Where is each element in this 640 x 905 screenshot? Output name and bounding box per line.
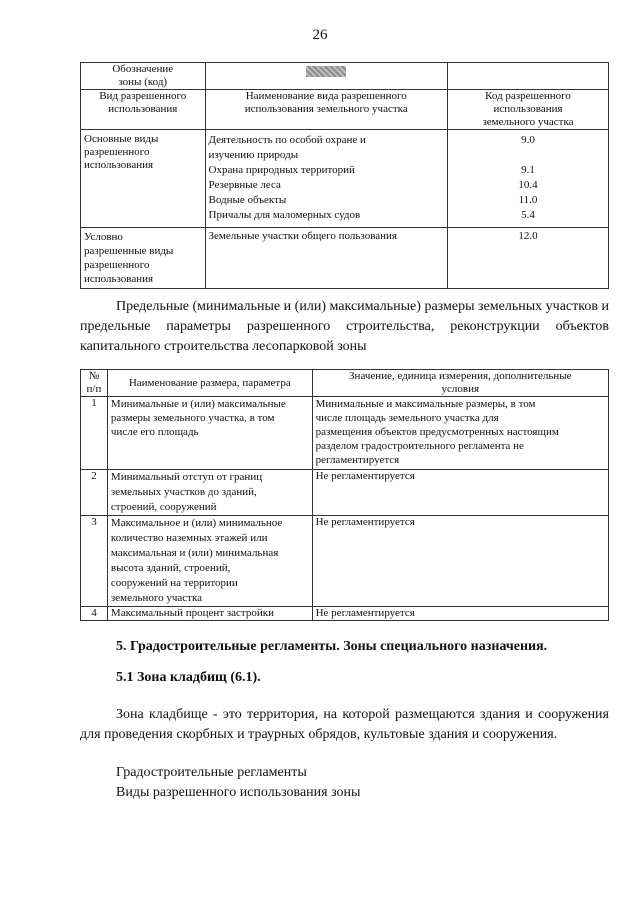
header-line: условия [441,383,480,395]
use-name-line: Причалы для маломерных судов [208,209,361,221]
category-line: использования [84,159,154,171]
table-row [81,228,609,289]
header-line: Обозначение [112,63,174,75]
table-row [81,397,609,470]
header-line: Код разрешенного [485,90,571,102]
use-code: 5.4 [521,209,535,221]
use-types-line: Виды разрешенного использования зоны [116,785,361,800]
use-code: 9.0 [521,134,535,146]
page-number: 26 [312,27,328,43]
header-cell [448,90,609,130]
use-category-cell [81,130,206,228]
header-line: использования земельного участка [244,103,408,115]
param-line: земельного участка [110,592,203,604]
header-line: земельного участка [482,116,574,128]
value-line: Не регламентируется [315,607,415,619]
use-code: 9.1 [521,164,535,176]
table-row [81,516,609,607]
param-value-cell [312,470,608,516]
header-line: Значение, единица измерения, дополнительные [349,370,572,382]
use-code: 11.0 [518,194,538,206]
section-5-heading: 5. Градостроительные регламенты. Зоны специального назначения. [116,639,548,654]
value-line: числе площадь земельного участка для [315,412,499,424]
param-line: Минимальный отступ от границ [110,471,263,483]
reglement-line: Градостроительные регламенты [116,765,307,780]
header-line: Наименование размера, параметра [128,376,291,389]
value-line: Не регламентируется [315,516,415,528]
use-code [451,148,605,163]
value-line: Не регламентируется [315,470,415,482]
zone-code-value-cell [205,63,448,90]
row-number: 3 [81,516,108,607]
zone-code-label-cell [81,63,206,90]
zone-table-header-row [81,90,609,130]
param-line: числе его площадь [110,426,199,438]
param-value-cell [312,607,608,621]
cemetery-zone-paragraph [80,705,609,745]
use-names-cell [205,228,448,289]
use-name-line: Резервные леса [208,179,281,191]
header-cell [205,90,448,130]
use-codes-cell [448,228,609,289]
section-5-1-heading: 5.1 Зона кладбищ (6.1). [116,670,261,685]
zone-code-row [81,63,609,90]
table-row [81,470,609,516]
limits-text: Предельные (минимальные и (или) максимальные) размеры земельных участков и предельные параметры разрешенного строительства, реконструкции объектов капитального строительства лесопарковой зоны [80,299,609,354]
param-name-cell [107,470,312,516]
use-name-line: Охрана природных территорий [208,164,355,176]
param-line: высота зданий, строений, [110,562,231,574]
category-line: разрешенные виды [84,245,174,257]
param-value-cell [312,397,608,470]
param-line: размеры земельного участка, в том [110,412,275,424]
header-cell [81,90,206,130]
use-code: 12.0 [518,230,538,242]
category-line: использования [84,273,154,285]
row-number: 2 [81,470,108,516]
zone-code-redaction-marker [306,66,346,77]
limits-paragraph [80,297,609,357]
table-row [81,607,609,621]
param-line: максимальная и (или) минимальная [110,547,279,559]
param-name-cell [107,516,312,607]
row-number: 4 [81,607,108,621]
param-line: количество наземных этажей или [110,532,268,544]
zone-use-table [80,62,609,289]
header-cell [107,370,312,397]
category-line: Условно [84,231,123,243]
row-number: 1 [81,397,108,470]
param-line: земельных участков до зданий, [110,486,257,498]
category-line: разрешенного [84,259,150,271]
header-line: использования [493,103,563,115]
header-line: Наименование вида разрешенного [245,90,407,102]
use-name-line: Деятельность по особой охране и [208,134,366,146]
param-line: Максимальное и (или) минимальное [110,517,283,529]
header-line: Вид разрешенного [99,90,187,102]
empty-cell [448,63,609,90]
use-name-line: Водные объекты [208,194,287,206]
use-name-line: изучению природы [208,149,299,161]
use-code: 10.4 [518,179,538,191]
cemetery-text: Зона кладбище - это территория, на которой размещаются здания и сооружения для проведения скорбных и траурных обрядов, культовые здания и сооружения. [80,707,609,742]
category-line: разрешенного [84,146,150,158]
param-line: Максимальный процент застройки [110,607,274,619]
header-cell [81,370,108,397]
header-cell [312,370,608,397]
param-line: Минимальные и (или) максимальные [110,398,286,410]
value-line: регламентируется [315,454,400,466]
use-name-line: Земельные участки общего пользования [208,230,397,242]
value-line: разделом градостроительного регламента не [315,440,524,452]
header-line: зоны (код) [118,76,168,88]
params-header-row [81,370,609,397]
param-name-cell [107,607,312,621]
header-line: № [88,370,100,382]
parameters-table [80,369,609,621]
param-value-cell [312,516,608,607]
param-line: сооружений на территории [110,577,238,589]
header-line: использования [108,103,178,115]
use-category-cell [81,228,206,289]
value-line: Минимальные и максимальные размеры, в том [315,398,536,410]
use-names-cell [205,130,448,228]
param-name-cell [107,397,312,470]
value-line: размещения объектов предусмотренных настоящим [315,426,559,438]
table-row [81,130,609,228]
header-line: п/п [86,383,102,395]
use-codes-cell [448,130,609,228]
param-line: строений, сооружений [110,501,217,513]
category-line: Основные виды [84,133,159,145]
